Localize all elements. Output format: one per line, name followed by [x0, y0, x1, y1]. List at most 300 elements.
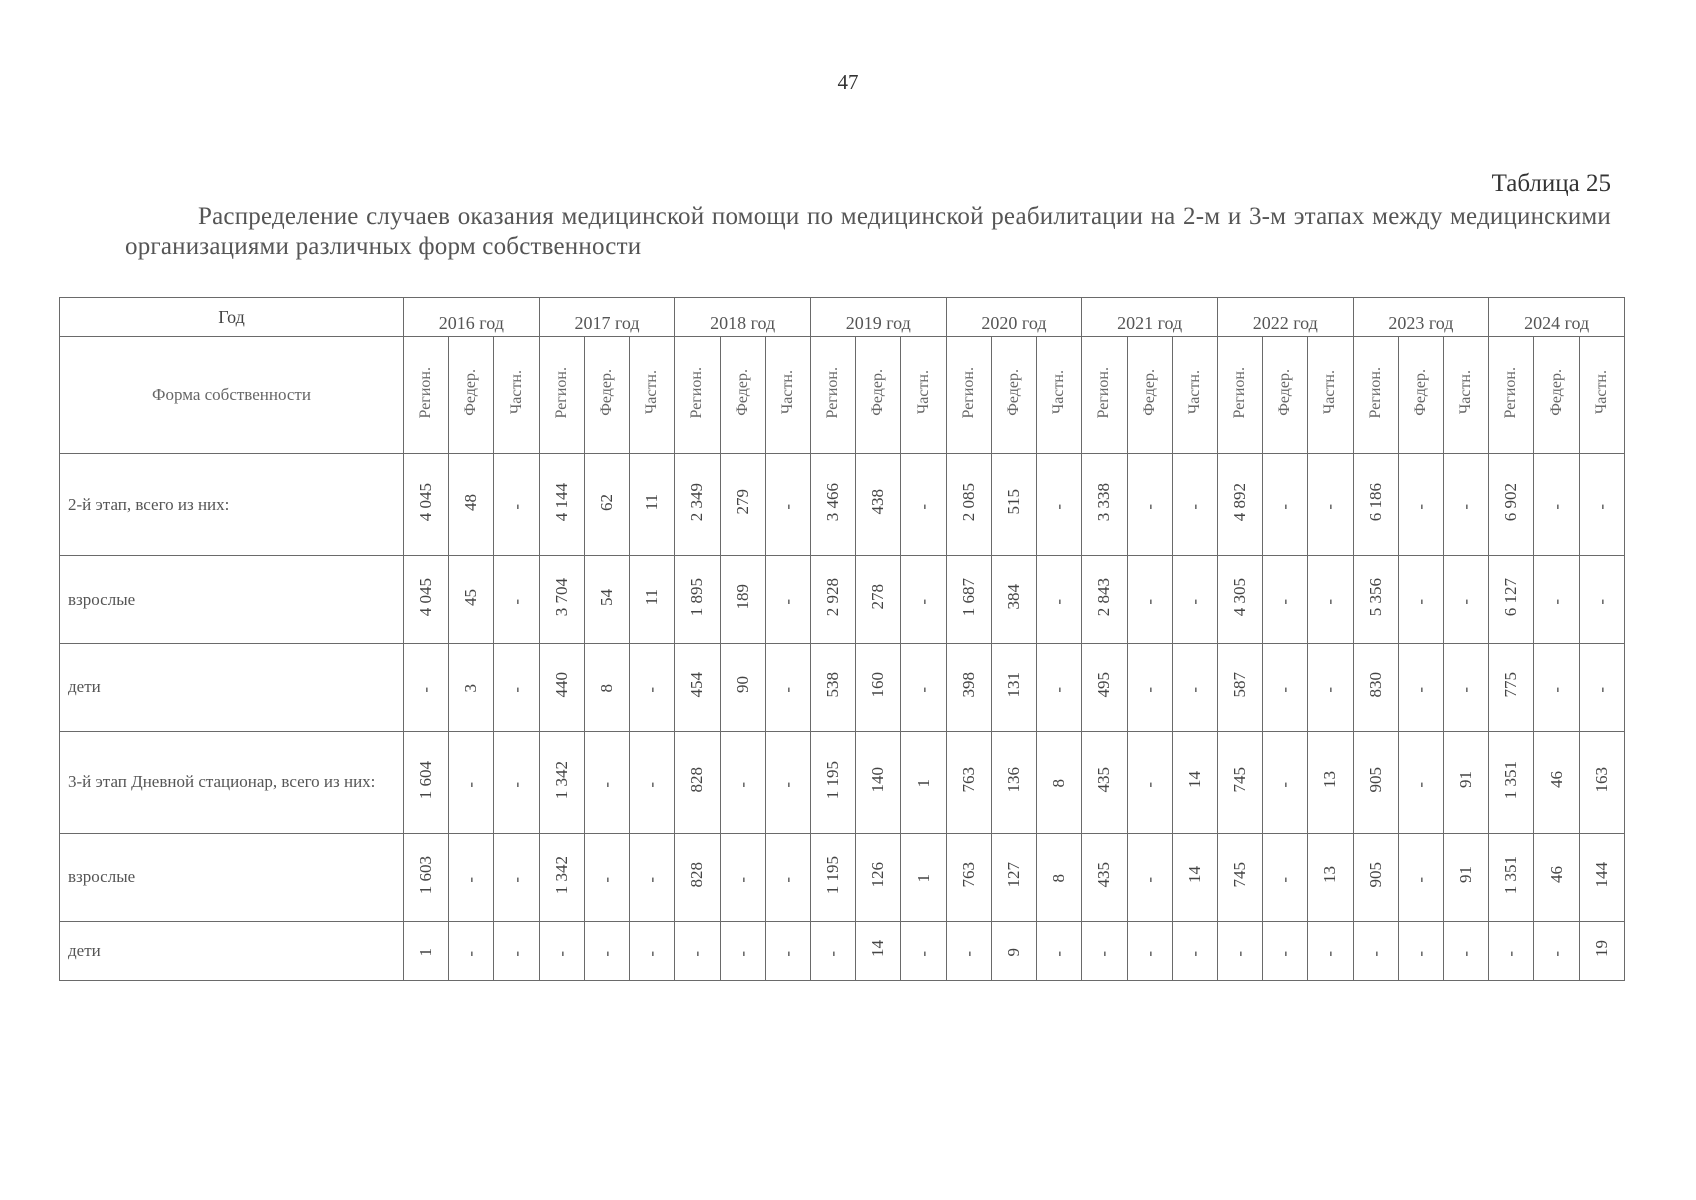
table-cell — [1308, 643, 1353, 731]
cell-value: - — [1275, 599, 1295, 606]
cell-value: 11 — [642, 588, 662, 606]
cell-value: 4 144 — [551, 483, 571, 522]
ownership-subheader-label: Регион. — [1095, 366, 1113, 419]
ownership-subheader-label: Частн. — [1457, 370, 1475, 415]
table-cell — [901, 731, 946, 833]
table-cell — [584, 454, 629, 556]
table-cell — [449, 556, 494, 644]
table-cell — [1172, 731, 1217, 833]
table-cell — [494, 643, 539, 731]
year-header: 2020 год — [946, 298, 1082, 337]
cell-value: - — [913, 687, 933, 693]
cell-value: - — [1184, 687, 1204, 693]
table-cell — [1398, 921, 1443, 981]
table-cell — [1127, 556, 1172, 644]
cell-value: - — [1184, 504, 1204, 511]
table-cell — [1217, 556, 1262, 644]
table-cell — [1534, 921, 1579, 981]
cell-value: 46 — [1546, 866, 1566, 884]
cell-value: 905 — [1365, 861, 1385, 888]
cell-value: 8 — [596, 684, 616, 693]
table-row — [60, 731, 1625, 833]
ownership-subheader — [1308, 337, 1353, 454]
cell-value: - — [777, 504, 797, 511]
ownership-subheader — [991, 337, 1036, 454]
ownership-subheader-label: Частн. — [1050, 370, 1068, 415]
cell-value: - — [506, 599, 526, 606]
table-cell — [494, 731, 539, 833]
table-cell — [404, 454, 449, 556]
table-cell — [1579, 454, 1624, 556]
cell-value: - — [416, 687, 436, 693]
cell-value: - — [461, 782, 481, 788]
cell-value: 1 342 — [551, 855, 571, 894]
cell-value: - — [1591, 599, 1611, 606]
cell-value: - — [642, 950, 662, 957]
cell-value: 1 195 — [823, 760, 843, 799]
table-title-line-1: Распределение случаев оказания медицинской помощи по медицинской реабилитации на 2-м и 3-м этапах между — [198, 203, 1443, 230]
table-cell — [449, 731, 494, 833]
table-cell — [765, 731, 810, 833]
cell-value: 6 902 — [1501, 483, 1521, 522]
cell-value: 144 — [1591, 861, 1611, 888]
cell-value: 587 — [1230, 672, 1250, 698]
table-cell — [539, 643, 584, 731]
ownership-subheader — [1579, 337, 1624, 454]
cell-value: - — [1456, 950, 1476, 957]
page-number: 47 — [837, 70, 859, 94]
table-cell — [1308, 556, 1353, 644]
table-cell — [1217, 454, 1262, 556]
ownership-subheader-label: Регион. — [1502, 366, 1520, 419]
cell-value: - — [1275, 687, 1295, 693]
year-header: 2016 год — [404, 298, 540, 337]
table-cell — [810, 921, 855, 981]
table-cell — [720, 643, 765, 731]
year-header: 2022 год — [1217, 298, 1353, 337]
table-cell — [404, 833, 449, 921]
cell-value: 126 — [868, 861, 888, 888]
table-cell — [856, 643, 901, 731]
cell-value: - — [642, 687, 662, 693]
cell-value: - — [1049, 687, 1069, 693]
cell-value: - — [506, 950, 526, 957]
table-cell — [856, 454, 901, 556]
row-label: взрослые — [60, 833, 404, 921]
table-cell — [1398, 833, 1443, 921]
ownership-subheader — [856, 337, 901, 454]
year-header: 2019 год — [810, 298, 946, 337]
year-header: 2018 год — [675, 298, 811, 337]
table-cell — [1534, 556, 1579, 644]
table-cell — [946, 833, 991, 921]
cell-value: 745 — [1230, 766, 1250, 793]
table-cell — [630, 833, 675, 921]
table-cell — [1489, 833, 1534, 921]
table-cell — [1082, 643, 1127, 731]
table-cell — [991, 731, 1036, 833]
cell-value: - — [1320, 687, 1340, 693]
table-cell — [1308, 921, 1353, 981]
table-cell — [1263, 731, 1308, 833]
cell-value: - — [1049, 599, 1069, 606]
table-cell — [584, 921, 629, 981]
table-cell — [1172, 921, 1217, 981]
cell-value: 1 604 — [416, 760, 436, 799]
cell-value: 3 338 — [1094, 483, 1114, 522]
table-cell — [1263, 921, 1308, 981]
row-label: взрослые — [60, 556, 404, 644]
table-cell — [1353, 731, 1398, 833]
cell-value: - — [777, 950, 797, 957]
year-header: 2021 год — [1082, 298, 1218, 337]
cell-value: 775 — [1501, 672, 1521, 698]
table-cell — [404, 643, 449, 731]
table-cell — [675, 731, 720, 833]
table-cell — [404, 731, 449, 833]
table-cell — [1263, 556, 1308, 644]
table-cell — [1444, 643, 1489, 731]
ownership-subheader — [539, 337, 584, 454]
cell-value: - — [1320, 599, 1340, 606]
table-cell — [449, 921, 494, 981]
cell-value: - — [1410, 599, 1430, 606]
table-cell — [1353, 833, 1398, 921]
cell-value: 905 — [1365, 766, 1385, 793]
cell-value: 2 843 — [1094, 577, 1114, 617]
cell-value: 140 — [868, 766, 888, 793]
cell-value: 440 — [551, 672, 571, 698]
cell-value: - — [732, 782, 752, 788]
cell-value: 454 — [687, 672, 707, 698]
cell-value: - — [913, 504, 933, 511]
table-cell — [946, 643, 991, 731]
table-cell — [1353, 643, 1398, 731]
cell-value: 14 — [868, 939, 888, 957]
cell-value: 435 — [1094, 861, 1114, 888]
table-cell — [991, 454, 1036, 556]
table-cell — [1037, 454, 1082, 556]
table-cell — [1037, 556, 1082, 644]
cell-value: - — [777, 782, 797, 788]
cell-value: - — [732, 877, 752, 883]
table-cell — [1398, 731, 1443, 833]
table-cell — [494, 921, 539, 981]
cell-value: - — [596, 782, 616, 788]
ownership-subheader-label: Регион. — [417, 366, 435, 419]
cell-value: 3 466 — [823, 483, 843, 522]
table-row — [60, 833, 1625, 921]
table-cell — [675, 556, 720, 644]
ownership-subheader-label: Частн. — [1592, 370, 1610, 415]
cell-value: - — [1320, 950, 1340, 957]
table-cell — [449, 643, 494, 731]
cell-value: - — [1410, 504, 1430, 511]
ownership-subheader-label: Регион. — [1366, 366, 1384, 419]
cell-value: 278 — [868, 584, 888, 610]
table-cell — [1579, 833, 1624, 921]
table-cell — [991, 556, 1036, 644]
table-cell — [1444, 731, 1489, 833]
table-cell — [494, 833, 539, 921]
subheader-row — [60, 337, 1625, 454]
table-cell — [1579, 643, 1624, 731]
table-label: Таблица 25 — [1491, 170, 1611, 197]
table-cell — [1082, 921, 1127, 981]
ownership-subheader-label: Федер. — [1547, 369, 1565, 416]
cell-value: - — [687, 950, 707, 957]
cell-value: 8 — [1049, 779, 1069, 788]
table-cell — [991, 643, 1036, 731]
cell-value: 4 892 — [1230, 483, 1250, 522]
cell-value: - — [958, 950, 978, 957]
table-title-line-2: медицинскими организациями различных форм собственности — [125, 203, 1611, 260]
cell-value: - — [1410, 950, 1430, 957]
cell-value: - — [1275, 950, 1295, 957]
cell-value: 1 687 — [958, 577, 978, 617]
cell-value: 48 — [461, 493, 481, 511]
cell-value: 398 — [958, 672, 978, 698]
cell-value: 2 349 — [687, 483, 707, 522]
table-cell — [675, 921, 720, 981]
table-row — [60, 556, 1625, 644]
cell-value: - — [551, 950, 571, 957]
table-title — [125, 202, 1611, 262]
table-cell — [946, 454, 991, 556]
cell-value: - — [1230, 950, 1250, 957]
table-cell — [494, 556, 539, 644]
table-cell — [675, 643, 720, 731]
table-row — [60, 921, 1625, 981]
cell-value: 3 704 — [551, 577, 571, 617]
table-cell — [1172, 556, 1217, 644]
cell-value: 1 895 — [687, 577, 707, 617]
ownership-subheader — [1217, 337, 1262, 454]
cell-value: - — [1591, 687, 1611, 693]
ownership-subheader — [1534, 337, 1579, 454]
table-cell — [1127, 921, 1172, 981]
cell-value: - — [1275, 782, 1295, 788]
cell-value: - — [1501, 950, 1521, 957]
cell-value: - — [506, 782, 526, 788]
table-cell — [991, 921, 1036, 981]
cell-value: 515 — [1003, 489, 1023, 515]
table-cell — [1082, 833, 1127, 921]
table-cell — [1082, 731, 1127, 833]
table-cell — [1127, 833, 1172, 921]
table-cell — [1444, 833, 1489, 921]
table-cell — [720, 454, 765, 556]
row-label: дети — [60, 921, 404, 981]
table-cell — [1172, 833, 1217, 921]
year-header: 2017 год — [539, 298, 675, 337]
table-cell — [1489, 556, 1534, 644]
cell-value: - — [732, 950, 752, 957]
table-cell — [1489, 643, 1534, 731]
table-cell — [901, 454, 946, 556]
table-cell — [404, 921, 449, 981]
table-cell — [1534, 731, 1579, 833]
table-cell — [1353, 921, 1398, 981]
cell-value: - — [1591, 504, 1611, 511]
cell-value: 8 — [1049, 874, 1069, 883]
table-cell — [1127, 643, 1172, 731]
table-row — [60, 643, 1625, 731]
ownership-subheader-label: Федер. — [869, 369, 887, 416]
table-cell — [901, 556, 946, 644]
table-cell — [1308, 731, 1353, 833]
cell-value: - — [1365, 950, 1385, 957]
cell-value: - — [1275, 504, 1295, 511]
cell-value: - — [506, 504, 526, 511]
cell-value: 46 — [1546, 771, 1566, 789]
cell-value: - — [1049, 504, 1069, 511]
data-table — [59, 297, 1625, 981]
cell-value: 1 — [416, 947, 436, 957]
ownership-subheader-label: Частн. — [914, 370, 932, 415]
table-cell — [1534, 643, 1579, 731]
table-cell — [1037, 643, 1082, 731]
table-cell — [1398, 454, 1443, 556]
cell-value: 14 — [1184, 771, 1204, 789]
ownership-subheader-label: Регион. — [824, 366, 842, 419]
table-cell — [901, 833, 946, 921]
table-cell — [1082, 556, 1127, 644]
cell-value: 828 — [687, 766, 707, 793]
row-label: 3-й этап Дневной стационар, всего из них: — [60, 731, 404, 833]
table-cell — [1127, 454, 1172, 556]
cell-value: 384 — [1003, 584, 1023, 610]
cell-value: 1 603 — [416, 855, 436, 894]
table-cell — [1534, 833, 1579, 921]
cell-value: 189 — [732, 584, 752, 610]
cell-value: 5 356 — [1365, 577, 1385, 617]
table-cell — [901, 921, 946, 981]
table-cell — [1217, 833, 1262, 921]
ownership-subheader-label: Частн. — [778, 370, 796, 415]
table-cell — [1534, 454, 1579, 556]
table-cell — [1217, 643, 1262, 731]
table-cell — [1579, 731, 1624, 833]
table-cell — [1353, 454, 1398, 556]
table-cell — [1037, 921, 1082, 981]
table-cell — [1398, 643, 1443, 731]
table-cell — [584, 643, 629, 731]
ownership-subheader-label: Регион. — [552, 366, 570, 419]
cell-value: 91 — [1456, 771, 1476, 789]
table-cell — [720, 833, 765, 921]
cell-value: 131 — [1003, 672, 1023, 698]
table-cell — [720, 921, 765, 981]
cell-value: - — [1546, 599, 1566, 606]
cell-value: - — [1456, 504, 1476, 511]
ownership-subheader — [1489, 337, 1534, 454]
cell-value: - — [1546, 504, 1566, 511]
ownership-subheader-label: Федер. — [462, 369, 480, 416]
table-cell — [1263, 643, 1308, 731]
cell-value: 4 305 — [1230, 577, 1250, 617]
cell-value: 2 085 — [958, 483, 978, 522]
row-label: 2-й этап, всего из них: — [60, 454, 404, 556]
cell-value: - — [642, 782, 662, 788]
cell-value: 279 — [732, 489, 752, 515]
table-cell — [810, 731, 855, 833]
ownership-subheader — [1172, 337, 1217, 454]
ownership-subheader-label: Федер. — [1276, 369, 1294, 416]
cell-value: 1 342 — [551, 760, 571, 799]
cell-value: 763 — [958, 766, 978, 793]
corner-ownership-label: Форма собственности — [60, 337, 404, 454]
table-cell — [1082, 454, 1127, 556]
ownership-subheader — [765, 337, 810, 454]
cell-value: - — [461, 877, 481, 883]
ownership-subheader — [1444, 337, 1489, 454]
ownership-subheader-label: Федер. — [733, 369, 751, 416]
ownership-subheader — [494, 337, 539, 454]
cell-value: 6 127 — [1501, 577, 1521, 617]
cell-value: - — [1546, 687, 1566, 693]
table-cell — [404, 556, 449, 644]
cell-value: 9 — [1003, 947, 1023, 957]
table-cell — [720, 731, 765, 833]
table-cell — [1172, 454, 1217, 556]
cell-value: 3 — [461, 684, 481, 693]
ownership-subheader — [1082, 337, 1127, 454]
table-cell — [946, 921, 991, 981]
cell-value: 163 — [1591, 766, 1611, 793]
year-header: 2023 год — [1353, 298, 1489, 337]
ownership-subheader — [1263, 337, 1308, 454]
cell-value: - — [1320, 504, 1340, 511]
cell-value: 54 — [596, 588, 616, 606]
table-cell — [856, 921, 901, 981]
table-cell — [449, 454, 494, 556]
ownership-subheader — [720, 337, 765, 454]
cell-value: 1 351 — [1501, 760, 1521, 799]
cell-value: 127 — [1003, 861, 1023, 888]
table-cell — [765, 454, 810, 556]
cell-value: - — [1139, 687, 1159, 693]
cell-value: - — [1139, 504, 1159, 511]
cell-value: 90 — [732, 676, 752, 694]
cell-value: 45 — [461, 588, 481, 606]
cell-value: - — [1456, 599, 1476, 606]
ownership-subheader-label: Частн. — [1321, 370, 1339, 415]
cell-value: - — [1410, 782, 1430, 788]
ownership-subheader-label: Регион. — [688, 366, 706, 419]
table-cell — [1444, 454, 1489, 556]
table-cell — [1489, 731, 1534, 833]
cell-value: 435 — [1094, 766, 1114, 793]
ownership-subheader-label: Регион. — [1231, 366, 1249, 419]
ownership-subheader-label: Частн. — [1185, 370, 1203, 415]
table-cell — [856, 731, 901, 833]
cell-value: 495 — [1094, 672, 1114, 698]
cell-value: 62 — [596, 493, 616, 511]
table-cell — [630, 731, 675, 833]
cell-value: 136 — [1003, 766, 1023, 793]
cell-value: - — [1275, 877, 1295, 883]
table-cell — [810, 454, 855, 556]
ownership-subheader-label: Федер. — [1140, 369, 1158, 416]
cell-value: 1 — [913, 779, 933, 788]
ownership-subheader-label: Частн. — [507, 370, 525, 415]
year-header-row — [60, 298, 1625, 337]
table-cell — [630, 556, 675, 644]
ownership-subheader — [675, 337, 720, 454]
table-cell — [1444, 556, 1489, 644]
table-cell — [1444, 921, 1489, 981]
